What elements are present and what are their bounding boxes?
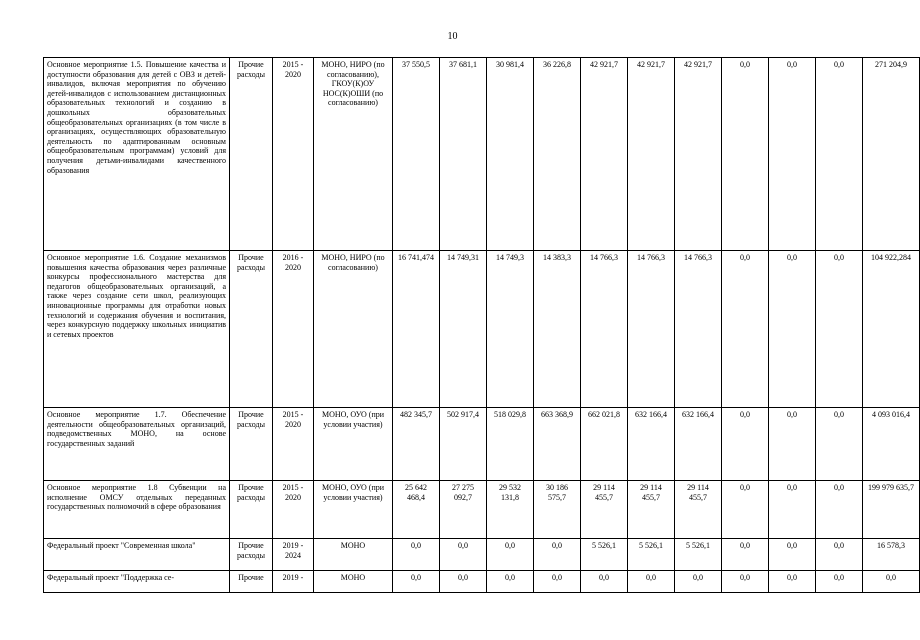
expense-type: Прочие расходы [230, 481, 273, 539]
amount-cell: 37 550,5 [393, 58, 440, 251]
period: 2019 - 2024 [273, 539, 314, 571]
amount-cell: 14 383,3 [534, 251, 581, 408]
amount-cell: 42 921,7 [675, 58, 722, 251]
amount-cell: 30 186 575,7 [534, 481, 581, 539]
amount-cell: 42 921,7 [581, 58, 628, 251]
amount-cell: 0,0 [487, 539, 534, 571]
amount-cell: 0,0 [863, 571, 920, 593]
measure-description: Федеральный проект "Современная школа" [44, 539, 230, 571]
amount-cell: 14 749,3 [487, 251, 534, 408]
amount-cell: 0,0 [816, 481, 863, 539]
amount-cell: 482 345,7 [393, 408, 440, 481]
amount-cell: 0,0 [722, 481, 769, 539]
expense-type: Прочие [230, 571, 273, 593]
amount-cell: 0,0 [722, 58, 769, 251]
amount-cell: 0,0 [769, 481, 816, 539]
amount-cell: 0,0 [816, 539, 863, 571]
amount-cell: 0,0 [675, 571, 722, 593]
period: 2016 - 2020 [273, 251, 314, 408]
amount-cell: 0,0 [487, 571, 534, 593]
table-row [44, 539, 920, 571]
amount-cell: 663 368,9 [534, 408, 581, 481]
expense-type: Прочие расходы [230, 539, 273, 571]
amount-cell: 199 979 635,7 [863, 481, 920, 539]
amount-cell: 5 526,1 [628, 539, 675, 571]
expense-type: Прочие расходы [230, 58, 273, 251]
amount-cell: 0,0 [769, 571, 816, 593]
amount-cell: 0,0 [393, 539, 440, 571]
measure-description: Основное мероприятие 1.6. Создание механизмов повышения качества образования через различные конкурсы профессионального мастерства для педагогов общеобразовательных организаций, а также через создание сети школ, реализующих инновационные программы для отработки новых технологий и содержания обучения и воспитания, через конкурсную поддержку школьных инициатив и сетевых проектов [44, 251, 230, 408]
amount-cell: 0,0 [440, 571, 487, 593]
amount-cell: 29 114 455,7 [675, 481, 722, 539]
amount-cell: 14 766,3 [628, 251, 675, 408]
amount-cell: 0,0 [816, 58, 863, 251]
amount-cell: 0,0 [628, 571, 675, 593]
amount-cell: 0,0 [393, 571, 440, 593]
executor: МОНО, ОУО (при условии участия) [314, 481, 393, 539]
amount-cell: 27 275 092,7 [440, 481, 487, 539]
amount-cell: 0,0 [722, 408, 769, 481]
table-row [44, 481, 920, 539]
amount-cell: 14 749,31 [440, 251, 487, 408]
amount-cell: 5 526,1 [581, 539, 628, 571]
executor: МОНО [314, 571, 393, 593]
expense-type: Прочие расходы [230, 251, 273, 408]
amount-cell: 0,0 [769, 408, 816, 481]
page-number: 10 [447, 31, 458, 42]
period: 2015 - 2020 [273, 481, 314, 539]
amount-cell: 104 922,284 [863, 251, 920, 408]
amount-cell: 0,0 [581, 571, 628, 593]
amount-cell: 0,0 [534, 571, 581, 593]
executor: МОНО, НИРО (по согласованию) [314, 251, 393, 408]
amount-cell: 29 114 455,7 [581, 481, 628, 539]
measure-description: Основное мероприятие 1.8 Субвенции на исполнение ОМСУ отдельных переданных государственных полномочий в сфере образования [44, 481, 230, 539]
executor: МОНО, ОУО (при условии участия) [314, 408, 393, 481]
amount-cell: 16 741,474 [393, 251, 440, 408]
period: 2019 - [273, 571, 314, 593]
amount-cell: 0,0 [722, 539, 769, 571]
amount-cell: 0,0 [816, 408, 863, 481]
table-row [44, 251, 920, 408]
measure-description: Федеральный проект "Поддержка се- [44, 571, 230, 593]
amount-cell: 42 921,7 [628, 58, 675, 251]
amount-cell: 29 114 455,7 [628, 481, 675, 539]
amount-cell: 16 578,3 [863, 539, 920, 571]
period: 2015 - 2020 [273, 58, 314, 251]
amount-cell: 271 204,9 [863, 58, 920, 251]
amount-cell: 0,0 [722, 571, 769, 593]
amount-cell: 0,0 [722, 251, 769, 408]
amount-cell: 502 917,4 [440, 408, 487, 481]
amount-cell: 37 681,1 [440, 58, 487, 251]
table-row [44, 408, 920, 481]
amount-cell: 0,0 [769, 251, 816, 408]
executor: МОНО, НИРО (по согласованию), ГКОУ(К)ОУ НОС(К)ОШИ (по согласованию) [314, 58, 393, 251]
amount-cell: 0,0 [816, 571, 863, 593]
executor: МОНО [314, 539, 393, 571]
amount-cell: 632 166,4 [628, 408, 675, 481]
amount-cell: 36 226,8 [534, 58, 581, 251]
table-row [44, 58, 920, 251]
amount-cell: 0,0 [440, 539, 487, 571]
amount-cell: 0,0 [769, 58, 816, 251]
amount-cell: 632 166,4 [675, 408, 722, 481]
amount-cell: 30 981,4 [487, 58, 534, 251]
amount-cell: 25 642 468,4 [393, 481, 440, 539]
amount-cell: 0,0 [769, 539, 816, 571]
amount-cell: 662 021,8 [581, 408, 628, 481]
expense-type: Прочие расходы [230, 408, 273, 481]
amount-cell: 0,0 [816, 251, 863, 408]
period: 2015 - 2020 [273, 408, 314, 481]
measure-description: Основное мероприятие 1.7. Обеспечение деятельности общеобразовательных организаций, подведомственных МОНО, на основе государственных заданий [44, 408, 230, 481]
amount-cell: 14 766,3 [675, 251, 722, 408]
amount-cell: 518 029,8 [487, 408, 534, 481]
amount-cell: 14 766,3 [581, 251, 628, 408]
table-row [44, 571, 920, 593]
amount-cell: 4 093 016,4 [863, 408, 920, 481]
budget-table [43, 57, 920, 593]
amount-cell: 0,0 [534, 539, 581, 571]
amount-cell: 5 526,1 [675, 539, 722, 571]
amount-cell: 29 532 131,8 [487, 481, 534, 539]
measure-description: Основное мероприятие 1.5. Повышение качества и доступности образования для детей с ОВЗ и детей-инвалидов, включая мероприятия по обучению детей-инвалидов с использованием дистанционных образовательных технологий и созданию в дошкольных образовательных общеобразовательных организациях (в том числе в организациях, осуществляющих образовательную деятельность по адаптированным основным общеобразовательным программам) условий для получения детьми-инвалидами качественного образования [44, 58, 230, 251]
